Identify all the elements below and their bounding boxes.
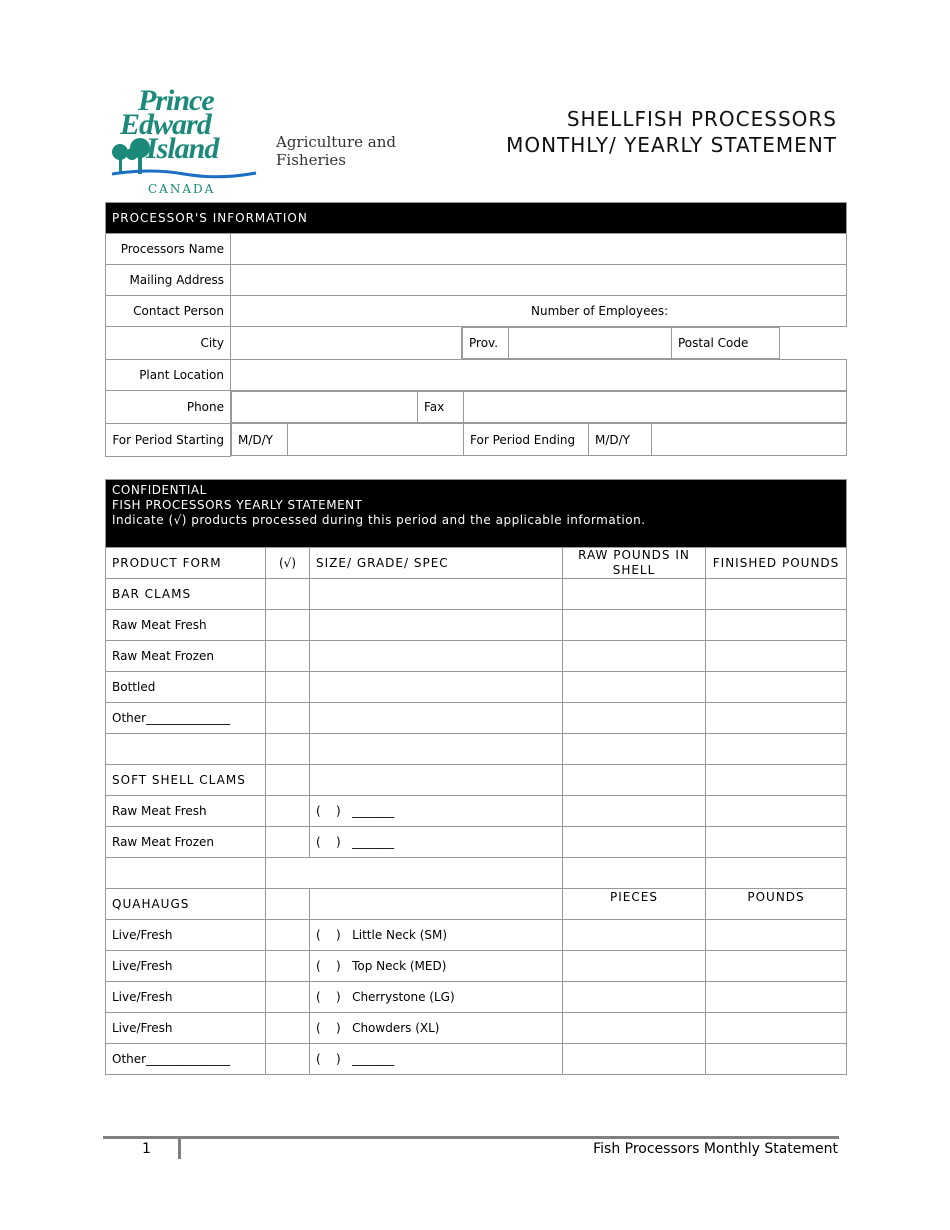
pieces-cell[interactable]: [563, 1044, 706, 1075]
row-label: Live/Fresh: [106, 982, 266, 1013]
raw-pounds-cell[interactable]: [563, 796, 706, 827]
finished-pounds-cell[interactable]: [706, 641, 847, 672]
pounds-cell[interactable]: [706, 1044, 847, 1075]
number-of-employees-label: Number of Employees:: [531, 304, 669, 318]
finished-pounds-cell[interactable]: [706, 703, 847, 734]
wave-icon: [110, 168, 258, 180]
page-title: [506, 106, 837, 158]
section-quahaugs: QUAHAUGS: [106, 889, 266, 920]
row-label: Raw Meat Fresh: [106, 610, 266, 641]
statement-header-line-1: CONFIDENTIAL: [112, 483, 207, 497]
spec-cell[interactable]: [310, 889, 563, 920]
city-field[interactable]: [231, 327, 462, 360]
check-cell[interactable]: [266, 765, 310, 796]
spec-little-neck[interactable]: ( ) Little Neck (SM): [310, 920, 563, 951]
finished-pounds-cell[interactable]: [706, 734, 847, 765]
contact-person-field[interactable]: [231, 296, 847, 327]
postal-code-label: Postal Code: [672, 328, 780, 359]
statement-header-line-3: Indicate (√) products processed during this period and the applicable information.: [112, 513, 646, 527]
row-label: Raw Meat Frozen: [106, 827, 266, 858]
row-label: Other______________: [106, 703, 266, 734]
mailing-address-field[interactable]: [231, 265, 847, 296]
phone-field[interactable]: [232, 392, 418, 423]
col-check: (√): [266, 548, 310, 579]
processor-info-table: [105, 202, 847, 457]
period-starting-label: For Period Starting: [106, 423, 231, 456]
check-cell[interactable]: [266, 734, 310, 765]
statement-header: [106, 480, 847, 548]
col-product-form: PRODUCT FORM: [106, 548, 266, 579]
check-cell[interactable]: [266, 1044, 310, 1075]
period-start-format: M/D/Y: [232, 424, 288, 456]
row-label-empty: [106, 734, 266, 765]
finished-pounds-cell[interactable]: [706, 765, 847, 796]
check-cell[interactable]: [266, 672, 310, 703]
spec-cherrystone[interactable]: ( ) Cherrystone (LG): [310, 982, 563, 1013]
pieces-cell[interactable]: [563, 920, 706, 951]
pounds-cell[interactable]: [706, 951, 847, 982]
fax-label: Fax: [418, 392, 464, 423]
raw-pounds-cell[interactable]: [563, 734, 706, 765]
row-label: Raw Meat Fresh: [106, 796, 266, 827]
footer-divider: [103, 1136, 839, 1139]
check-cell[interactable]: [266, 920, 310, 951]
processor-info-header: PROCESSOR'S INFORMATION: [106, 203, 847, 234]
pei-logo: [108, 86, 268, 198]
pounds-cell[interactable]: [706, 982, 847, 1013]
pieces-cell[interactable]: [563, 951, 706, 982]
row-label: Raw Meat Frozen: [106, 641, 266, 672]
city-row-rest: [462, 327, 749, 360]
logo-text-canada: CANADA: [148, 182, 216, 196]
raw-pounds-cell[interactable]: [563, 703, 706, 734]
prov-label-cell: Prov.: [463, 328, 509, 359]
statement-header-line-2: FISH PROCESSORS YEARLY STATEMENT: [112, 498, 363, 512]
row-label-empty: [106, 858, 266, 889]
row-label: Bottled: [106, 672, 266, 703]
plant-location-field[interactable]: [231, 360, 847, 391]
row-label: Live/Fresh: [106, 920, 266, 951]
pieces-cell[interactable]: [563, 982, 706, 1013]
check-cell[interactable]: [266, 982, 310, 1013]
period-end-field[interactable]: [652, 424, 847, 456]
raw-pounds-cell[interactable]: [563, 858, 706, 889]
spec-cell[interactable]: [310, 765, 563, 796]
finished-pounds-cell[interactable]: [706, 579, 847, 610]
section-bar-clams: BAR CLAMS: [106, 579, 266, 610]
footer-title: Fish Processors Monthly Statement: [593, 1141, 838, 1157]
check-cell[interactable]: [266, 703, 310, 734]
page-number: 1: [142, 1141, 151, 1157]
finished-pounds-cell[interactable]: [706, 672, 847, 703]
spec-chowders[interactable]: ( ) Chowders (XL): [310, 1013, 563, 1044]
raw-pounds-cell[interactable]: [563, 641, 706, 672]
plant-location-label: Plant Location: [106, 360, 231, 391]
check-cell[interactable]: [266, 889, 310, 920]
check-cell[interactable]: [266, 641, 310, 672]
department-line-2: Fisheries: [276, 151, 346, 169]
phone-row-rest: [231, 391, 847, 424]
section-soft-shell-clams: SOFT SHELL CLAMS: [106, 765, 266, 796]
pieces-cell[interactable]: [563, 1013, 706, 1044]
period-end-format: M/D/Y: [589, 424, 652, 456]
finished-pounds-cell[interactable]: [706, 827, 847, 858]
department-line-1: Agriculture and: [276, 133, 396, 151]
page-title-line-1: SHELLFISH PROCESSORS: [566, 107, 837, 131]
finished-pounds-cell[interactable]: [706, 796, 847, 827]
row-label: Live/Fresh: [106, 1013, 266, 1044]
check-cell[interactable]: [266, 579, 310, 610]
raw-pounds-cell[interactable]: [563, 610, 706, 641]
spec-cell[interactable]: [310, 641, 563, 672]
statement-table: [105, 479, 847, 1075]
finished-pounds-cell[interactable]: [706, 858, 847, 889]
col-finished-pounds: FINISHED POUNDS: [706, 548, 847, 579]
col-size-grade-spec: SIZE/ GRADE/ SPEC: [310, 548, 563, 579]
footer-tick: [178, 1139, 181, 1159]
check-cell[interactable]: [266, 951, 310, 982]
logo-text-island: Island: [146, 132, 219, 165]
finished-pounds-cell[interactable]: [706, 610, 847, 641]
raw-pounds-cell[interactable]: [563, 672, 706, 703]
spec-cell[interactable]: ( ) _______: [310, 827, 563, 858]
spec-cell[interactable]: ( ) _______: [310, 796, 563, 827]
processors-name-label: Processors Name: [106, 234, 231, 265]
raw-pounds-cell[interactable]: [563, 579, 706, 610]
logo-text-edward: Edward: [120, 108, 211, 141]
col-pieces: PIECES: [563, 889, 706, 920]
row-label: Live/Fresh: [106, 951, 266, 982]
prov-field[interactable]: [509, 328, 672, 359]
contact-person-label: Contact Person: [106, 296, 231, 327]
period-row-rest: [231, 423, 847, 456]
col-raw-pounds: RAW POUNDS IN SHELL: [563, 548, 706, 579]
spec-cell[interactable]: [310, 703, 563, 734]
spec-top-neck[interactable]: ( ) Top Neck (MED): [310, 951, 563, 982]
logo-text-prince: Prince: [138, 84, 214, 117]
check-cell[interactable]: [266, 796, 310, 827]
spec-cell[interactable]: [310, 579, 563, 610]
spec-cell[interactable]: [310, 672, 563, 703]
department-name: [276, 133, 396, 169]
mailing-address-label: Mailing Address: [106, 265, 231, 296]
check-cell[interactable]: [266, 1013, 310, 1044]
spec-cell[interactable]: [310, 610, 563, 641]
phone-label: Phone: [106, 391, 231, 424]
period-start-field[interactable]: [288, 424, 464, 456]
raw-pounds-cell[interactable]: [563, 827, 706, 858]
pounds-cell[interactable]: [706, 920, 847, 951]
fax-field[interactable]: [464, 392, 847, 423]
check-cell[interactable]: [266, 610, 310, 641]
check-cell[interactable]: [266, 827, 310, 858]
spec-cell-merged[interactable]: [266, 858, 563, 889]
spec-cell[interactable]: [310, 734, 563, 765]
page-title-line-2: MONTHLY/ YEARLY STATEMENT: [506, 133, 837, 157]
processors-name-field[interactable]: [231, 234, 847, 265]
raw-pounds-cell[interactable]: [563, 765, 706, 796]
period-ending-label: For Period Ending: [464, 424, 589, 456]
row-label: Other______________: [106, 1044, 266, 1075]
city-label: City: [106, 327, 231, 360]
spec-cell[interactable]: ( ) _______: [310, 1044, 563, 1075]
pounds-cell[interactable]: [706, 1013, 847, 1044]
col-pounds: POUNDS: [706, 889, 847, 920]
